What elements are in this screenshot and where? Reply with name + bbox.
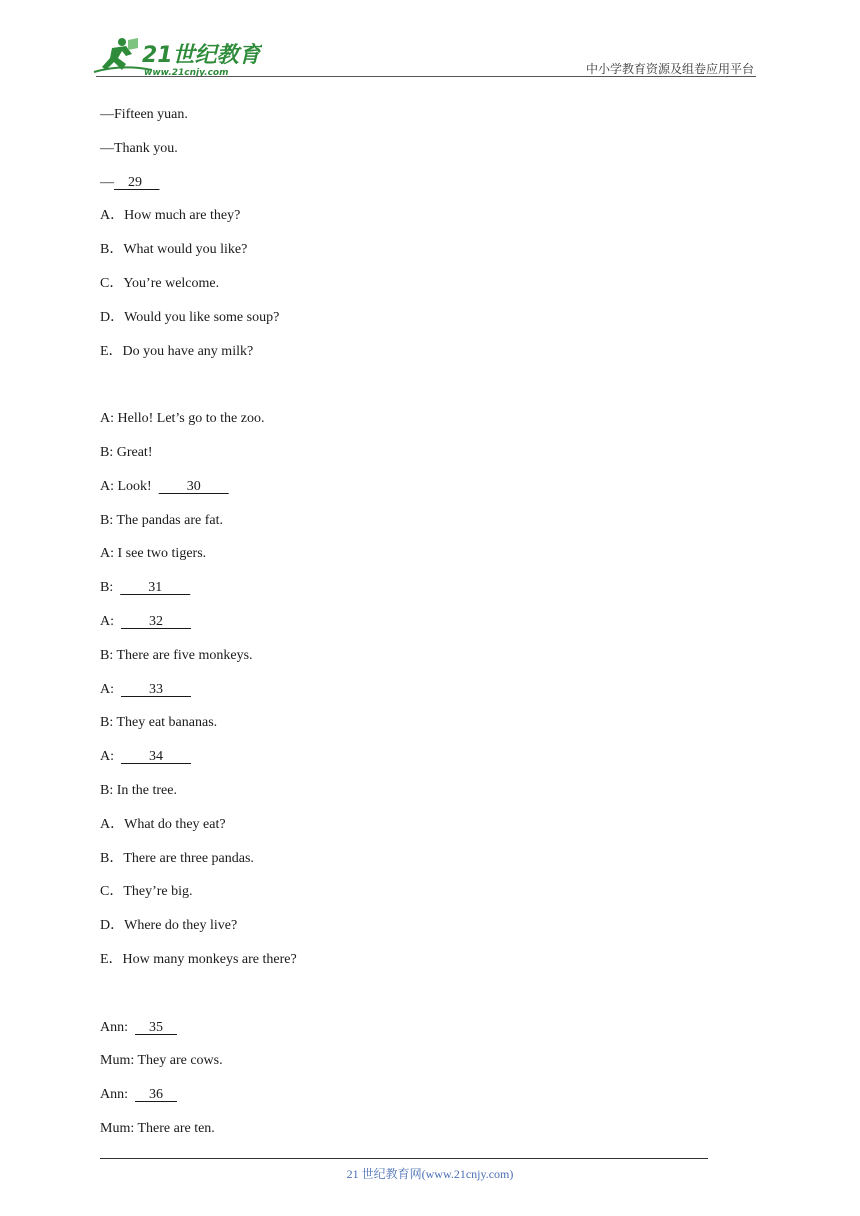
footer-link[interactable]: 21 世纪教育网(www.21cnjy.com) — [346, 1167, 514, 1181]
dialogue-line-blank — [100, 1018, 740, 1052]
dialogue-line: B: They eat bananas. — [100, 715, 218, 731]
dialogue-line: A: Hello! Let’s go to the zoo. — [100, 411, 265, 427]
answer-blank-31: 31 — [120, 580, 191, 596]
logo-text: 21世纪教育 — [142, 43, 261, 68]
logo-url: www.21cnjy.com — [144, 68, 229, 76]
answer-blank-29: 29 — [114, 174, 160, 190]
option-e: E．Do you have any milk? — [100, 343, 254, 359]
option-a: A．What do they eat? — [100, 816, 226, 832]
option-e: E．How many monkeys are there? — [100, 951, 297, 967]
option-c: C．They’re big. — [100, 884, 193, 900]
dialogue-line-blank — [100, 680, 740, 714]
logo-graphic — [92, 34, 262, 76]
site-tagline: 中小学教育资源及组卷应用平台 — [585, 62, 754, 76]
header-divider — [96, 76, 756, 77]
line-prefix: A: Look! — [100, 478, 159, 494]
dialogue-line-blank — [100, 477, 740, 511]
dialogue-line: Mum: There are ten. — [100, 1120, 215, 1136]
page-header — [92, 30, 756, 78]
line-prefix: A: — [100, 613, 121, 629]
answer-blank-34: 34 — [121, 749, 191, 765]
line-prefix: Ann: — [100, 1087, 135, 1103]
document-body — [100, 105, 740, 1153]
option-b: B．There are three pandas. — [100, 850, 254, 866]
site-logo[interactable] — [92, 34, 262, 76]
line-prefix: — — [100, 174, 114, 190]
line-prefix: A: — [100, 681, 121, 697]
answer-blank-35: 35 — [135, 1019, 177, 1035]
dialogue-line: —Fifteen yuan. — [100, 107, 188, 122]
line-prefix: Ann: — [100, 1019, 135, 1035]
option-c: C．You’re welcome. — [100, 275, 220, 291]
option-d: D．Would you like some soup? — [100, 309, 280, 325]
spacer — [100, 984, 740, 1018]
dialogue-line: B: Great! — [100, 444, 153, 460]
answer-blank-36: 36 — [135, 1087, 177, 1103]
dialogue-line-blank — [100, 578, 740, 612]
dialogue-line: B: There are five monkeys. — [100, 647, 253, 663]
option-a: A．How much are they? — [100, 208, 241, 224]
line-prefix: A: — [100, 749, 121, 765]
dialogue-line-blank — [100, 173, 740, 207]
dialogue-line-blank — [100, 747, 740, 781]
line-prefix: B: — [100, 580, 121, 596]
answer-blank-30: 30 — [158, 478, 229, 494]
dialogue-line-blank — [100, 612, 740, 646]
dialogue-line: —Thank you. — [100, 140, 178, 156]
footer-divider — [100, 1158, 708, 1159]
dialogue-line: B: In the tree. — [100, 782, 177, 798]
answer-blank-33: 33 — [121, 681, 191, 697]
dialogue-line: Mum: They are cows. — [100, 1053, 223, 1069]
dialogue-line: B: The pandas are fat. — [100, 512, 223, 528]
option-b: B．What would you like? — [100, 242, 248, 258]
spacer — [100, 375, 740, 409]
dialogue-line-blank — [100, 1085, 740, 1119]
dialogue-line: A: I see two tigers. — [100, 546, 207, 562]
answer-blank-32: 32 — [121, 613, 191, 629]
option-d: D．Where do they live? — [100, 918, 238, 934]
